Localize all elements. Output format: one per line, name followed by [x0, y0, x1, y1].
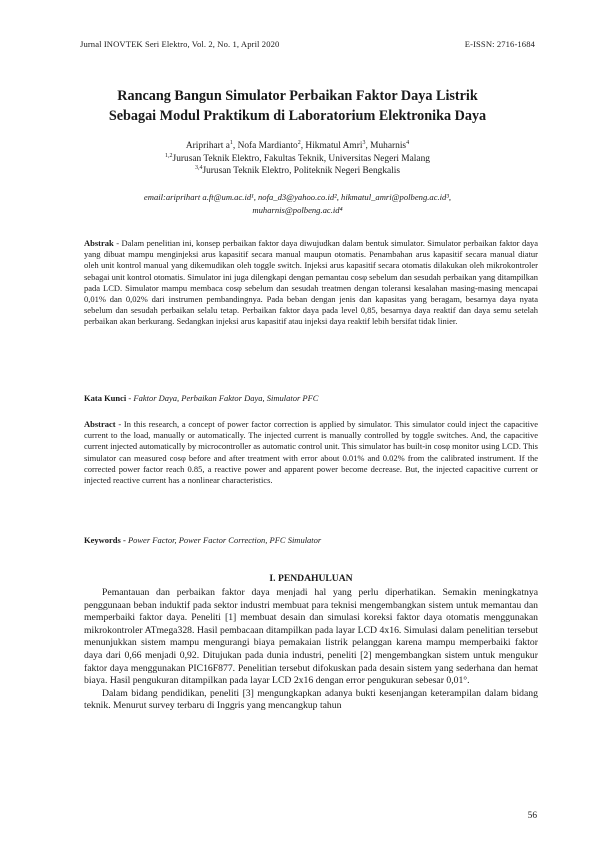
abstract-label: Abstract: [84, 419, 116, 429]
abstract-indonesian: [84, 238, 538, 328]
section-heading: I. PENDAHULUAN: [269, 573, 353, 584]
title-line-1: Rancang Bangun Simulator Perbaikan Faktor Daya Listrik: [117, 88, 478, 104]
title-line-2: Sebagai Modul Praktikum di Laboratorium Elektronika Daya: [108, 108, 487, 124]
author-sup: 4: [406, 139, 410, 146]
author-name: Muharnis: [370, 141, 407, 151]
page-number: 56: [527, 811, 537, 821]
keywords-label: Keywords: [84, 535, 121, 545]
keywords-values: Faktor Daya, Perbaikan Faktor Daya, Simulator PFC: [133, 393, 319, 403]
author-sup: 3: [362, 139, 366, 146]
abstract-text: - In this research, a concept of power factor correction is applied by simulator. This simulator could inject the capacitive current to the load, manually or automatically. The injected current is manually controlled by toggle switches. And, the capacitive current injected automatically by microcontroller as automatic control unit. This simulator has built-in cosφ monitor using LCD. This simulator can measured cosφ before and after treatment with error about 0.01% and 0.02% from the calibrated instrument. If the corrected power factor reach 0.85, a reactive power and apparent power become decrease. But, the injected capacitive current or injected reactive current has a nonlinear characteristics.: [84, 419, 538, 486]
affiliation-2: $^{3,4}$Jurusan Teknik Elektro, Politeknik Negeri Bengkalis: [194, 164, 401, 176]
author-name: Hikmatul Amri: [305, 141, 363, 151]
author-names: Ariprihart $a^1$, Nofa Mardianto$^2$, Hikmatul Amri$^3$, Muharnis$^4$: [185, 139, 410, 151]
paragraph: Dalam bidang pendidikan, peneliti [3] mengungkapkan adanya bukti kesenjangan keterampilan dalam bidang teknik. Menurut survey terbaru di Inggris yang mencangkup tahun: [84, 687, 538, 712]
email-line-1: email:ariprihart a.ft@um.ac.id¹, nofa_d3@yahoo.co.id², hikmatul_amri@polbeng.ac.id³,: [143, 192, 452, 202]
issn: E-ISSN: 2716-1684: [464, 39, 535, 49]
keywords-label: Kata Kunci: [84, 393, 127, 403]
running-header: [80, 39, 535, 49]
abstract-english: [84, 419, 538, 486]
abstract-label: Abstrak: [84, 238, 114, 248]
email-line-2: muharnis@polbeng.ac.id⁴: [252, 204, 343, 215]
keywords-values: Power Factor, Power Factor Correction, PFC Simulator: [127, 535, 322, 545]
author-name: Nofa Mardianto: [237, 141, 298, 151]
journal-name: Jurnal INOVTEK Seri Elektro, Vol. 2, No. 1, April 2020: [80, 39, 280, 49]
author-sup: 1: [229, 139, 233, 146]
author-name: Ariprihart a: [185, 141, 230, 151]
abstract-text: - Dalam penelitian ini, konsep perbaikan faktor daya diwujudkan dalam bentuk simulator. Simulator perbaikan faktor daya yang dibuat mampu menginjeksi arus kapasitif secara manual maupun otomatis. Penambahan arus kapasitif secara manual diatur oleh unit kontrol manual yang dikemudikan oleh toggle switch. Injeksi arus kapasitif secara otomatis dilakukan oleh mikrokontroler sebagai unit kontrol otomatis. Simulator ini juga dilengkapi dengan pemantau cosφ sebelum dan sesudah perbaikan yang ditampilkan pada LCD. Simulator mampu membaca cosφ sebelum dan sesudah treatmen dengan toleransi kesalahan masing-masing mencapai 0,01% dan 0,02% dari instrumen pembandingnya. Pada beban dengan jenis dan kapasitas yang beragam, besarnya daya nyata sebelum dan sesudah perbaikan selalu tetap. Perbaikan faktor daya pada level 0,85, besarnya daya reaktif dan daya semu setelah perbaikan akan berkurang. Sedangkan injeksi arus kapasitif atau injeksi daya reaktif lebih bersifat tidak linier.: [84, 238, 538, 327]
author-block: [60, 140, 535, 178]
paper-title: [70, 86, 525, 126]
keywords-english: Keywords - Power Factor, Power Factor Correction, PFC Simulator: [84, 535, 322, 545]
body-text: [84, 587, 538, 713]
keywords-indonesian: Kata Kunci - Faktor Daya, Perbaikan Faktor Daya, Simulator PFC: [84, 393, 319, 403]
email-block: [60, 191, 535, 216]
affiliation-1: $^{1,2}$Jurusan Teknik Elektro, Fakultas Teknik, Universitas Negeri Malang: [165, 152, 430, 164]
author-sup: 2: [297, 139, 301, 146]
paragraph: Pemantauan dan perbaikan faktor daya menjadi hal yang perlu diperhatikan. Semakin meningkatnya penggunaan beban induktif pada sektor industri membuat para teknisi mengembangkan sistem untuk memantau dan memperbaiki faktor daya. Peneliti [1] membuat desain dan simulasi koreksi faktor daya otomatis menggunakan mikrokontroler ATmega328. Hasil pembacaan ditampilkan pada layar LCD 4x16. Simulasi dalam penelitian tersebut menunjukkan sistem mampu mengurangi biaya pemakaian listrik pelanggan karena mampu memperbaiki faktor daya dari 0,66 menjadi 0,92. Ditujukan pada dunia industri, peneliti [2] mengembangkan sistem untuk mengukur faktor daya menggunakan PIC16F877. Penelitian tersebut difokuskan pada desain sistem yang sederhana dan hemat biaya. Hasil pengukuran ditampilkan pada layar LCD 2x16 dengan error pengukuran sebesar 0,01°.: [84, 587, 538, 687]
